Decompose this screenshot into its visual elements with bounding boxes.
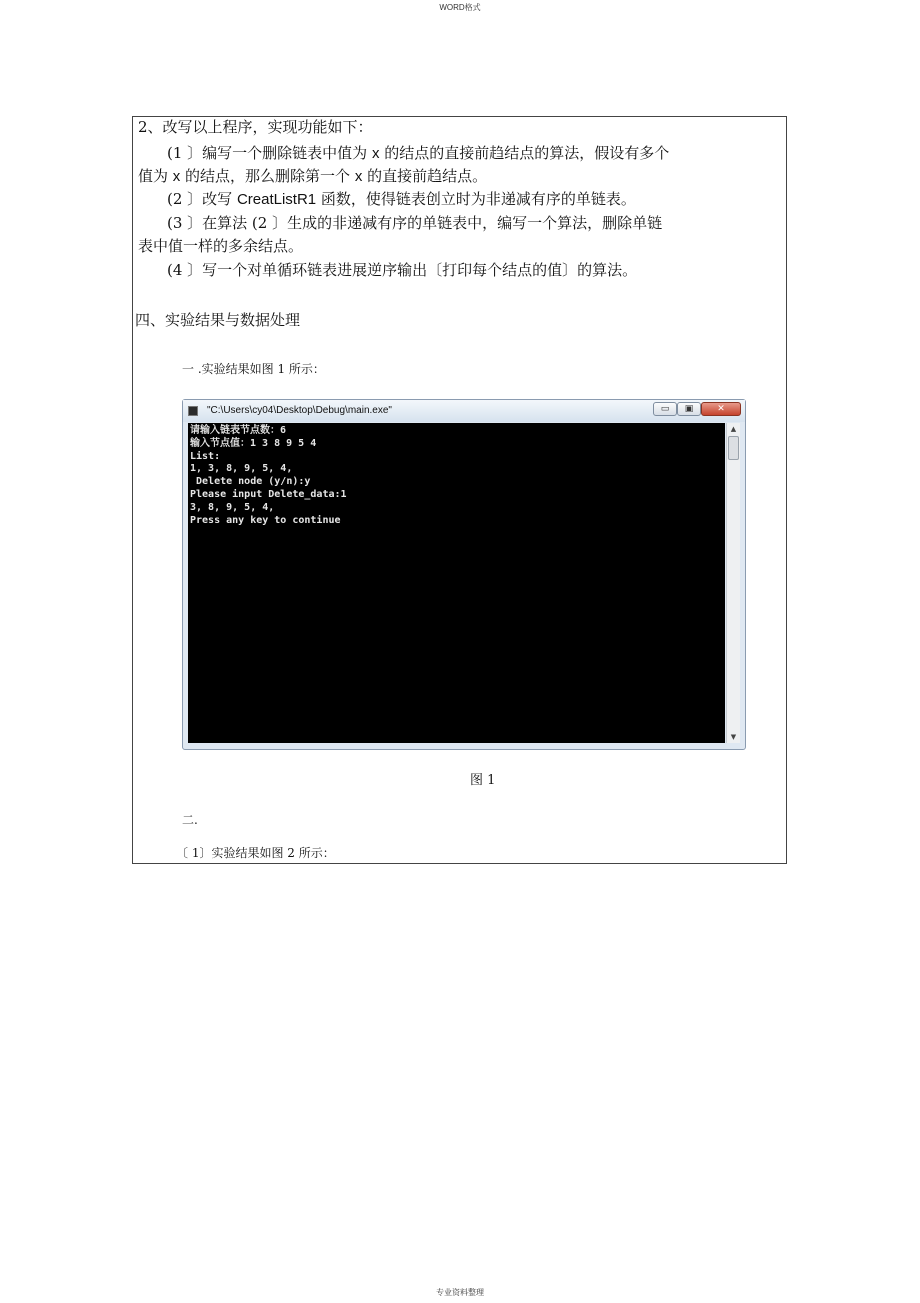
console-line: 请输入链表节点数：6 [190,425,287,436]
item3-line1: (3 〕在算法 (2 〕生成的非递减有序的单链表中，编写一个算法，删除单链 [167,214,663,232]
item1-line1-post: 的结点的直接前趋结点的算法，假设有多个 [379,144,670,162]
console-line: List: [190,450,221,462]
figure1-caption: 图 1 [470,773,496,788]
item1-line2-x2: x [354,168,363,185]
section2-title: 2、改写以上程序，实现功能如下： [138,118,373,136]
item1-line1-pre: (1 〕编写一个删除链表中值为 [167,144,372,162]
result1-intro: 一 .实验结果如图 1 所示： [182,362,325,376]
item2-line [167,189,636,210]
console-line: Please input Delete_data:1 [190,488,347,500]
maximize-button[interactable]: ▣ [677,402,701,416]
console-window [182,399,746,750]
item2-post: 函数，使得链表创立时为非递减有序的单链表。 [316,190,636,208]
console-line: Delete node (y/n):y [190,476,311,488]
item1-line1-x: x [371,145,380,162]
item2-pre: (2 〕改写 [167,190,237,208]
item1-line2 [138,166,487,187]
item1-line2-mid: 的结点，那么删除第一个 [180,167,355,185]
minimize-button[interactable]: ▭ [653,402,677,416]
section4-title: 四、实验结果与数据处理 [135,311,301,329]
page-header-mark: WORD格式 [439,3,481,12]
page-footer-mark: 专业资料整理 [436,1288,484,1297]
item1-line2-pre: 值为 [138,167,173,185]
console-scrollbar[interactable] [726,423,740,743]
console-line: 1, 3, 8, 9, 5, 4, [190,463,293,475]
console-screen[interactable] [188,423,725,743]
console-output [190,425,347,527]
scroll-down-arrow-icon[interactable]: ▼ [730,733,737,741]
part2-label: 二. [182,813,198,827]
item3-line2: 表中值一样的多余结点。 [138,237,304,255]
item2-func: CreatListR1 [236,191,317,208]
console-title: "C:\Users\cy04\Desktop\Debug\main.exe" [207,405,392,416]
item1-line2-post: 的直接前趋结点。 [362,167,488,185]
console-line: 输入节点值：1 3 8 9 5 4 [190,437,317,449]
console-titlebar[interactable] [183,400,745,422]
item1-line2-x: x [172,168,181,185]
item1-line1 [167,143,669,164]
scroll-up-arrow-icon[interactable]: ▲ [730,425,737,433]
scroll-thumb[interactable] [728,436,739,460]
close-button[interactable]: ✕ [701,402,741,416]
console-line: Press any key to continue [190,514,341,526]
item4-line: (4 〕写一个对单循环链表进展逆序输出〔打印每个结点的值〕的算法。 [167,261,638,279]
console-app-icon [188,406,198,416]
console-line: 3, 8, 9, 5, 4, [190,501,275,513]
part2-item1: 〔 1〕实验结果如图 2 所示： [176,846,335,860]
